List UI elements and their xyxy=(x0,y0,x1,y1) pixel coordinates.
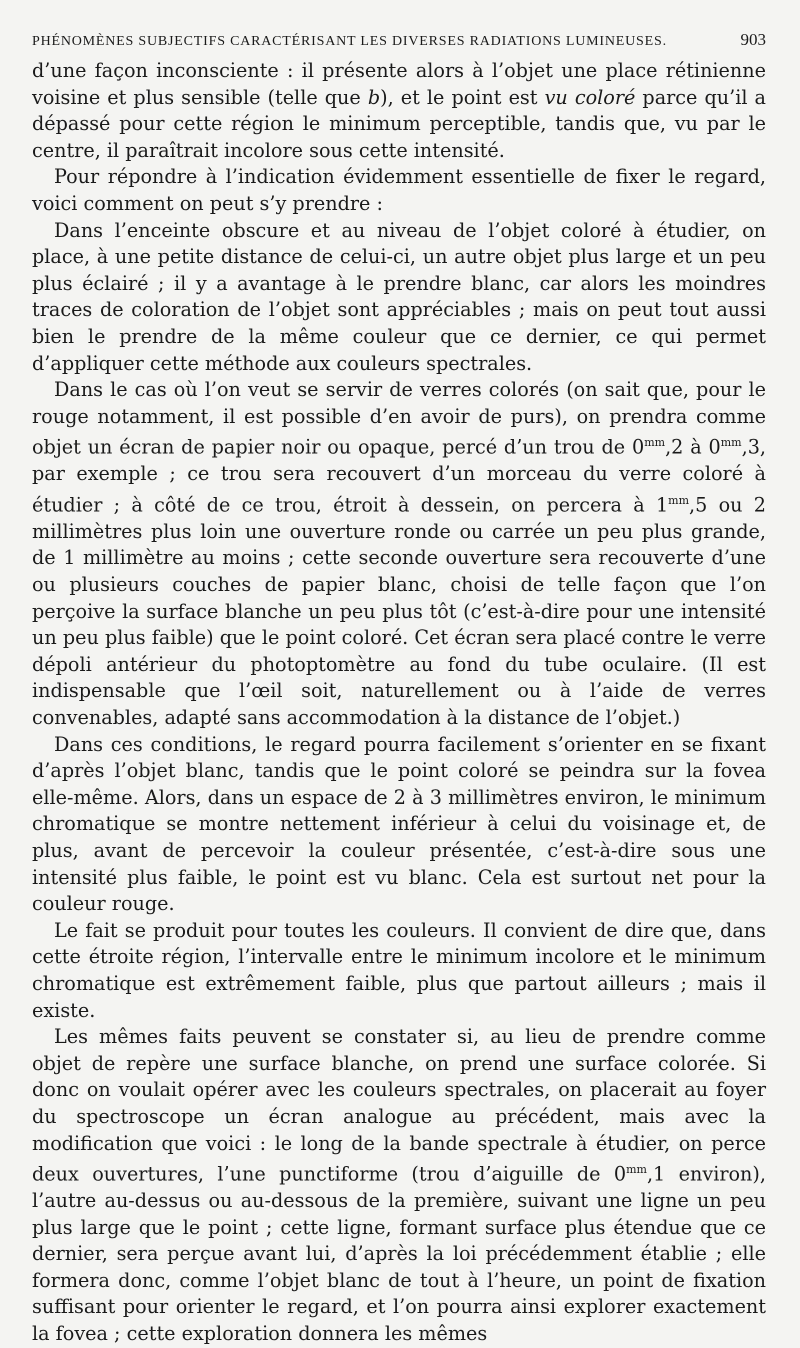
paragraph xyxy=(32,377,766,732)
paragraph xyxy=(32,218,766,378)
page-number: 903 xyxy=(740,30,766,49)
text-run: Pour répondre à l’indication évidemment essentielle de fixer le regard, voici comment on peut s’y prendre : xyxy=(32,165,766,215)
text-run: Dans l’enceinte obscure et au niveau de l’objet coloré à étudier, on place, à une petite distance de celui-ci, un autre objet plus large et un peu plus éclairé ; il y a avantage à le prendre blanc, car alors les moindres traces de coloration de l’objet sont appréciables ; mais on peut tout aussi bien le prendre de la même couleur que ce dernier, ce qui permet d’appliquer cette méthode aux couleurs spectrales. xyxy=(32,218,766,375)
italic-run: vu coloré xyxy=(544,85,636,109)
paragraph xyxy=(32,58,766,164)
body-text xyxy=(32,58,766,1348)
paragraph xyxy=(32,732,766,918)
unit-superscript: mm xyxy=(626,1163,647,1177)
unit-superscript: mm xyxy=(668,493,690,507)
text-run: Dans ces conditions, le regard pourra facilement s’orienter en se fixant d’après l’objet blanc, tandis que le point coloré se peindra sur la fovea elle-même. Alors, dans un espace de 2 à 3 millimètres environ, le minimum chromatique se montre nettement inférieur à celui du voisinage et, de plus, avant de percevoir la couleur présentée, c’est-à-dire sous une intensité plus faible, le point est vu blanc. Cela est surtout net pour la couleur rouge. xyxy=(32,732,766,916)
running-header xyxy=(32,30,766,50)
text-run: ,5 ou 2 millimètres plus loin une ouverture ronde ou carrée un peu plus grande, de 1 millimètre au moins ; cette seconde ouverture sera recouverte d’une ou plusieurs couches de papier blanc, choisi de telle façon que l’on perçoive la surface blanche un peu plus tôt (c’est-à-dire pour une intensité un peu plus faible) que le point coloré. Cet écran sera placé contre le verre dépoli antérieur du photoptomètre au fond du tube oculaire. (Il est indispensable que l’œil soit, naturellement ou à l’aide de verres convenables, adapté sans accommodation à la distance de l’objet.) xyxy=(32,493,767,730)
paragraph xyxy=(32,1024,766,1348)
unit-superscript: mm xyxy=(644,436,666,450)
running-title: PHÉNOMÈNES SUBJECTIFS CARACTÉRISANT LES DIVERSES RADIATIONS LUMINEUSES. xyxy=(32,34,667,49)
text-run: ,1 environ), l’autre au-dessus ou au-dessous de la première, suivant une ligne un peu plus large que le point ; cette ligne, formant surface plus étendue que ce dernier, sera perçue avant lui, d’après la loi précédemment établie ; elle formera donc, comme l’objet blanc de tout à l’heure, un point de fixation suffisant pour orienter le regard, et l’on pourra ainsi explorer exactement la fovea ; cette exploration donnera les mêmes xyxy=(32,1162,766,1346)
paragraph xyxy=(32,918,766,1024)
text-run: Les mêmes faits peuvent se constater si, au lieu de prendre comme objet de repère une surface blanche, on prend une surface colorée. Si donc on voulait opérer avec les couleurs spectrales, on placerait au foyer du spectroscope un écran analogue au précédent, mais avec la modification que voici : le long de la bande spectrale à étudier, on perce deux ouvertures, l’une punctiforme (trou d’aiguille de 0 xyxy=(32,1025,766,1186)
italic-run: b xyxy=(367,85,381,109)
text-run: ), et le point est xyxy=(380,85,545,109)
text-run: ,3, par exemple ; ce trou sera recouvert d’un morceau du verre coloré à étudier ; à côté de ce trou, étroit à dessein, on percera à 1 xyxy=(32,435,766,517)
text-run: Le fait se produit pour toutes les couleurs. Il convient de dire que, dans cette étroite région, l’intervalle entre le minimum incolore et le minimum chromatique est extrêmement faible, plus que partout ailleurs ; mais il existe. xyxy=(32,918,766,1022)
paragraph xyxy=(32,164,766,217)
text-run: parce qu’il a dépassé pour cette région le minimum perceptible, tandis que, vu par le centre, il paraîtrait incolore sous cette intensité. xyxy=(32,85,766,162)
text-run: Dans le cas où l’on veut se servir de verres colorés (on sait que, pour le rouge notamment, il est possible d’en avoir de purs), on prendra comme objet un écran de papier noir ou opaque, percé d’un trou de 0 xyxy=(32,378,766,459)
text-run: ,2 à 0 xyxy=(665,435,721,459)
unit-superscript: mm xyxy=(720,436,742,450)
text-run: d’une façon inconsciente : il présente alors à l’objet une place rétinienne voisine et plus sensible (telle que xyxy=(32,59,766,109)
